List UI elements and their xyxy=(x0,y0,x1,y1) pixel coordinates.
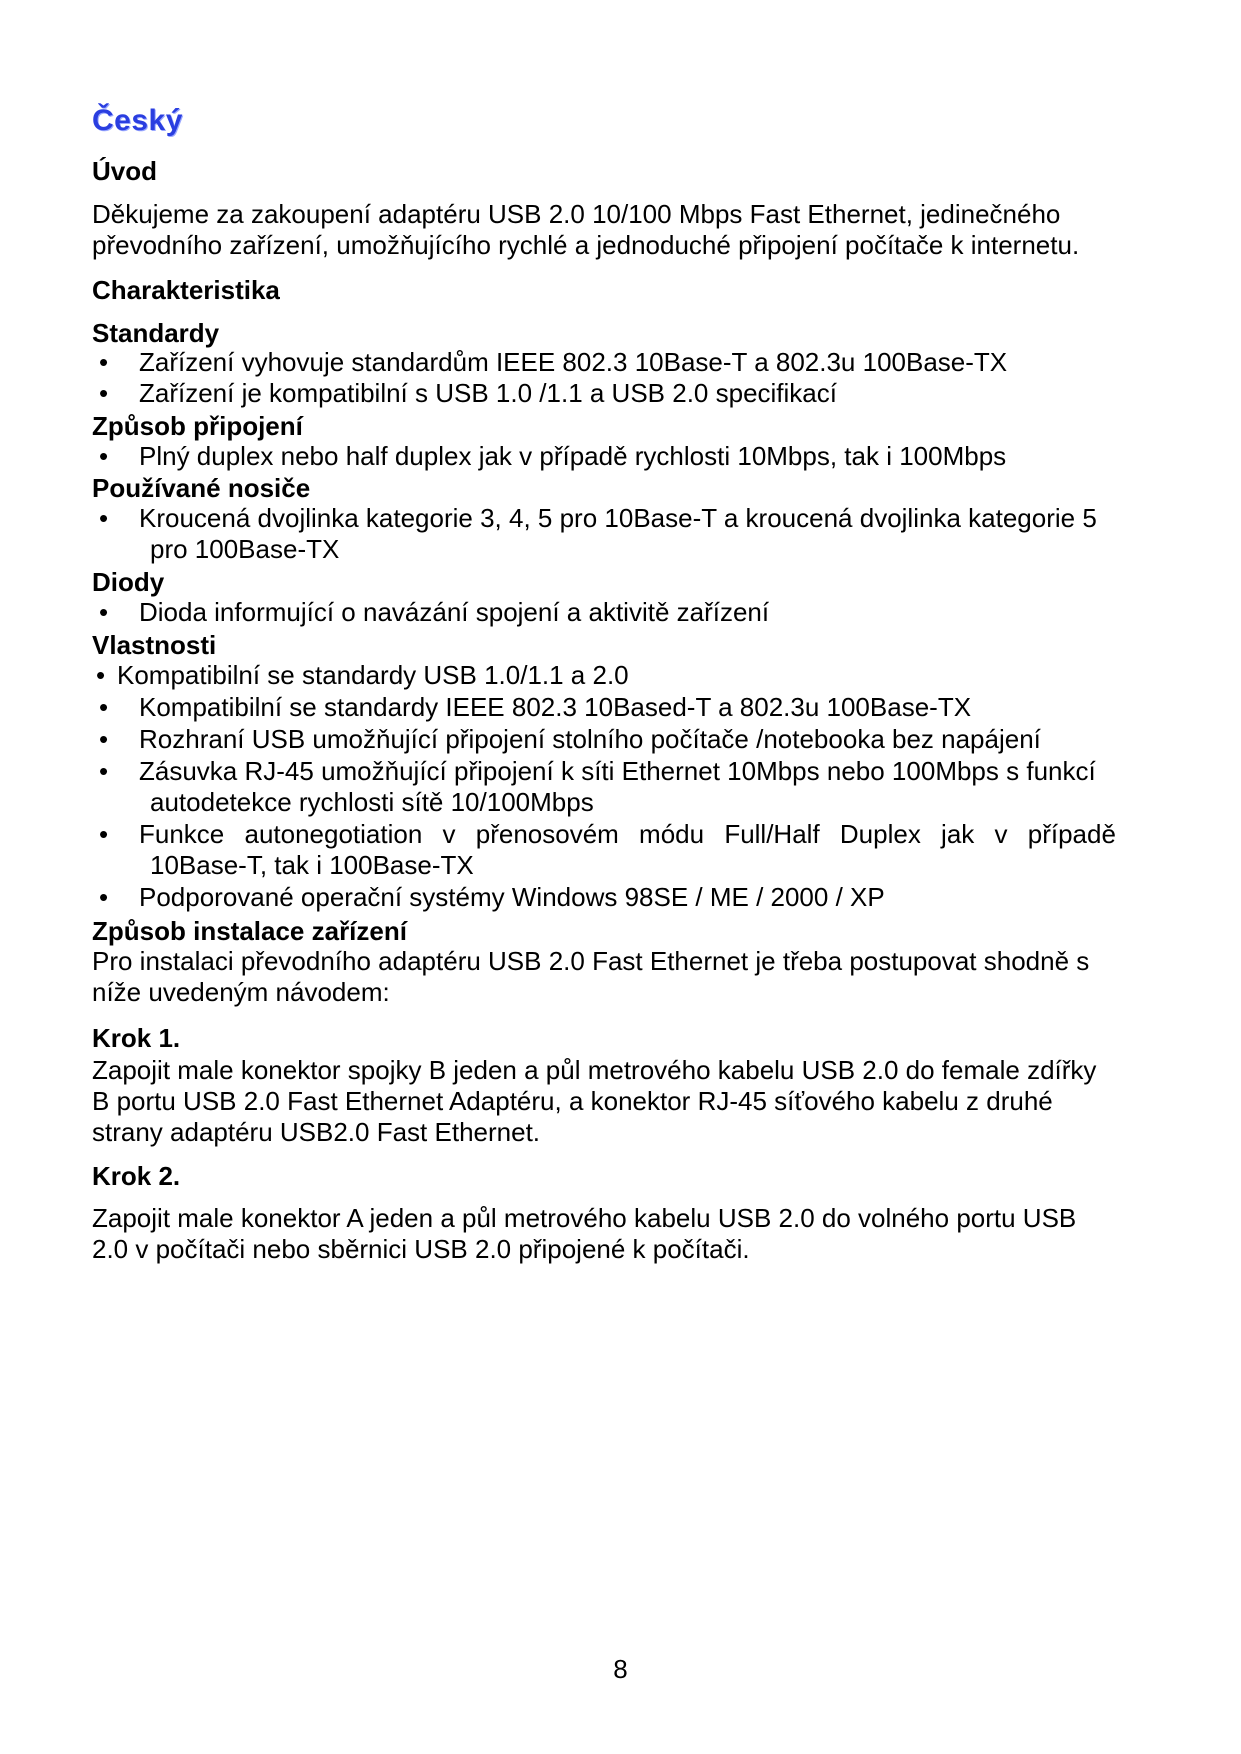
bullet: • xyxy=(99,724,109,754)
list-item-text: Kroucená dvojlinka kategorie 3, 4, 5 pro 10Base-T a kroucená dvojlinka kategorie 5 xyxy=(139,503,1097,533)
list-item-text: Dioda informující o navázání spojení a aktivitě zařízení xyxy=(139,597,770,627)
list-item-text: Zařízení vyhovuje standardům IEEE 802.3 10Base-T a 802.3u 100Base-TX xyxy=(139,347,1008,377)
bullet: • xyxy=(99,882,109,912)
list-item-text: Podporované operační systémy Windows 98SE / ME / 2000 / XP xyxy=(139,882,885,912)
standards-heading: Standardy xyxy=(92,318,220,348)
install-line-2: níže uvedeným návodem: xyxy=(92,977,390,1007)
list-item-text: Rozhraní USB umožňující připojení stolního počítače /notebooka bez napájení xyxy=(139,724,1041,754)
diodes-heading: Diody xyxy=(92,567,165,597)
bullet: • xyxy=(99,597,109,627)
list-item-text-continued: 10Base-T, tak i 100Base-TX xyxy=(150,850,474,880)
features-heading: Vlastnosti xyxy=(92,630,217,660)
step-1-line-1: Zapojit male konektor spojky B jeden a půl metrového kabelu USB 2.0 do female zdířky xyxy=(92,1055,1097,1085)
list-item-text: Plný duplex nebo half duplex jak v případě rychlosti 10Mbps, tak i 100Mbps xyxy=(139,441,1007,471)
bullet: • xyxy=(96,660,106,690)
list-item-text: Kompatibilní se standardy USB 1.0/1.1 a 2.0 xyxy=(117,660,629,690)
bullet: • xyxy=(99,819,109,849)
intro-line-2: převodního zařízení, umožňujícího rychlé a jednoduché připojení počítače k internetu. xyxy=(92,230,1080,260)
step-1-line-2: B portu USB 2.0 Fast Ethernet Adaptéru, a konektor RJ-45 síťového kabelu z druhé xyxy=(92,1086,1053,1116)
step-1-line-3: strany adaptéru USB2.0 Fast Ethernet. xyxy=(92,1117,541,1147)
install-line-1: Pro instalaci převodního adaptéru USB 2.0 Fast Ethernet je třeba postupovat shodně s xyxy=(92,946,1090,976)
connection-heading: Způsob připojení xyxy=(92,411,303,441)
characteristics-heading: Charakteristika xyxy=(92,275,280,305)
bullet: • xyxy=(99,441,109,471)
list-item-text-continued: autodetekce rychlosti sítě 10/100Mbps xyxy=(150,787,594,817)
intro-heading: Úvod xyxy=(92,156,157,186)
step-1-heading: Krok 1. xyxy=(92,1023,181,1053)
bullet: • xyxy=(99,347,109,377)
intro-line-1: Děkujeme za zakoupení adaptéru USB 2.0 10/100 Mbps Fast Ethernet, jedinečného xyxy=(92,199,1061,229)
bullet: • xyxy=(99,378,109,408)
list-item-text: Zařízení je kompatibilní s USB 1.0 /1.1 a USB 2.0 specifikací xyxy=(139,378,837,408)
install-heading: Způsob instalace zařízení xyxy=(92,916,407,946)
language-title: Český xyxy=(92,104,183,137)
bullet: • xyxy=(99,756,109,786)
list-item-text-continued: pro 100Base-TX xyxy=(150,534,340,564)
list-item-text: Zásuvka RJ-45 umožňující připojení k síti Ethernet 10Mbps nebo 100Mbps s funkcí xyxy=(139,756,1096,786)
bullet: • xyxy=(99,692,109,722)
page-number: 8 xyxy=(613,1654,628,1684)
step-2-heading: Krok 2. xyxy=(92,1161,181,1191)
step-2-line-2: 2.0 v počítači nebo sběrnici USB 2.0 připojené k počítači. xyxy=(92,1234,750,1264)
step-2-line-1: Zapojit male konektor A jeden a půl metrového kabelu USB 2.0 do volného portu USB xyxy=(92,1203,1077,1233)
list-item-text: Kompatibilní se standardy IEEE 802.3 10Based-T a 802.3u 100Base-TX xyxy=(139,692,972,722)
bullet: • xyxy=(99,503,109,533)
media-heading: Používané nosiče xyxy=(92,473,311,503)
list-item-text: Funkce autonegotiation v přenosovém módu Full/Half Duplex jak v případě xyxy=(139,819,1116,849)
